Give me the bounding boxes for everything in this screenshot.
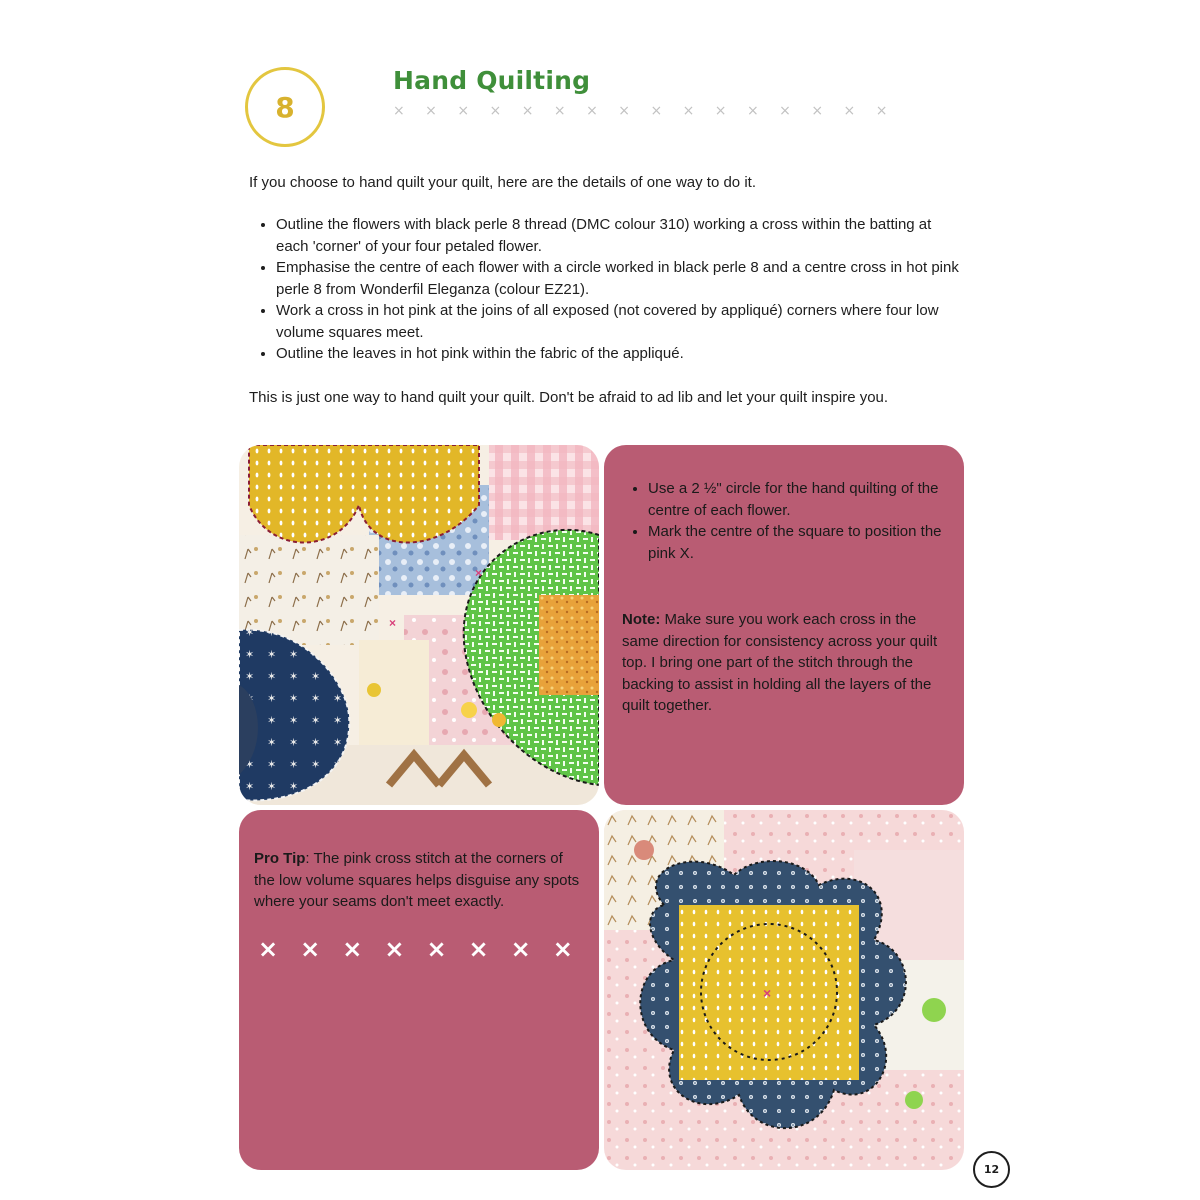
quilt-photo-illustration	[239, 445, 599, 805]
quilt-photo-flower-detail	[239, 445, 599, 805]
list-item: • Emphasise the centre of each flower with a circle worked in black perle 8 and a centre cross in hot pink perle 8 from Wonderfil Eleganza (colour EZ21).	[276, 257, 964, 300]
pro-tip-panel	[239, 810, 599, 1170]
step-number-badge	[245, 67, 325, 147]
tips-list	[622, 478, 944, 564]
cross-stitch-icon: ×	[300, 934, 321, 963]
cross-stitch-icon: ×	[468, 934, 489, 963]
cross-stitch-icon: ×	[510, 934, 531, 963]
cross-stitch-icon: ×	[342, 934, 363, 963]
instruction-list	[249, 214, 964, 365]
list-item: • Outline the flowers with black perle 8 thread (DMC colour 310) working a cross within the batting at each 'corner' of your four petaled flower.	[276, 214, 964, 257]
pro-tip-text: : The pink cross stitch at the corners of the low volume squares helps disguise any spots where your seams don't meet exactly.	[254, 850, 580, 910]
pro-tip-label: Pro Tip	[254, 850, 306, 867]
closing-paragraph: This is just one way to hand quilt your quilt. Don't be afraid to ad lib and let your quilt inspire you.	[249, 389, 889, 406]
cross-stitch-icon: ×	[258, 934, 279, 963]
cross-stitch-divider: × × × × × × × × × × × × × × × ×	[393, 103, 896, 119]
svg-text:×: ×	[389, 616, 397, 630]
page-title: Hand Quilting	[393, 66, 591, 95]
tips-panel	[604, 445, 964, 805]
list-item: • Outline the leaves in hot pink within the fabric of the appliqué.	[276, 343, 964, 365]
list-item: • Use a 2 ½" circle for the hand quilting of the centre of each flower.	[648, 478, 944, 521]
cross-stitch-icon: ×	[426, 934, 447, 963]
step-number: 8	[275, 90, 295, 124]
cross-stitch-row	[254, 934, 583, 963]
list-item: • Work a cross in hot pink at the joins of all exposed (not covered by appliqué) corners where four low volume squares meet.	[276, 300, 964, 343]
cross-stitch-icon: ×	[552, 934, 573, 963]
quilt-photo-block	[604, 810, 964, 1170]
pro-tip-paragraph	[254, 848, 583, 913]
note-label: Note:	[622, 611, 661, 628]
note-paragraph	[622, 609, 944, 717]
page-number: 12	[973, 1151, 1010, 1188]
svg-text:×: ×	[763, 985, 772, 1001]
list-item: • Mark the centre of the square to position the pink X.	[648, 521, 944, 564]
svg-text:×: ×	[475, 566, 483, 580]
cross-stitch-icon: ×	[384, 934, 405, 963]
intro-paragraph: If you choose to hand quilt your quilt, here are the details of one way to do it.	[249, 174, 756, 191]
quilt-photo-illustration	[604, 810, 964, 1170]
note-text: Make sure you work each cross in the same direction for consistency across your quilt top. I bring one part of the stitch through the backing to assist in holding all the layers of the quilt together.	[622, 611, 938, 714]
